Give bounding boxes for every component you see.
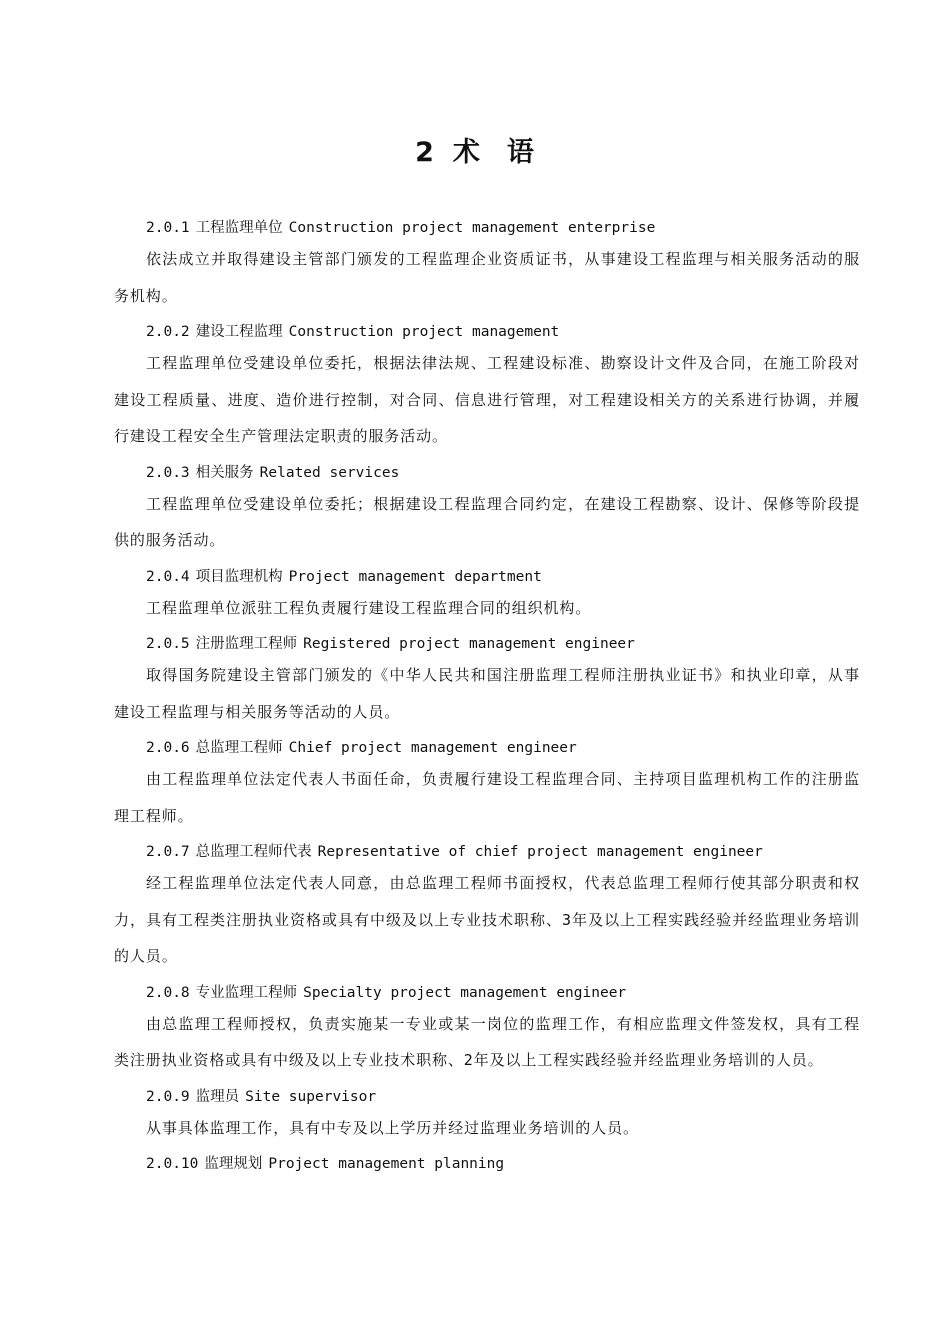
term-code: 2.0.7 <box>146 844 190 860</box>
term-chinese: 专业监理工程师 <box>195 984 298 1001</box>
term-heading <box>114 461 860 485</box>
term-chinese: 注册监理工程师 <box>195 636 298 652</box>
term-english: Registered project management engineer <box>303 636 635 652</box>
term-heading <box>114 840 860 864</box>
section-title-char-1: 术 <box>452 137 481 168</box>
term-chinese: 监理规划 <box>204 1156 263 1172</box>
term-chinese: 总监理工程师 <box>195 740 283 756</box>
term-definition: 工程监理单位派驻工程负责履行建设工程监理合同的组织机构。 <box>146 598 592 617</box>
term-english: Related services <box>259 464 400 481</box>
term-code: 2.0.1 <box>146 220 190 236</box>
term-definition: 工程监理单位受建设单位委托；根据建设工程监理合同约定，在建设工程勘察、设计、保修等阶段提供的服务活动。 <box>114 494 860 549</box>
term-english: Project management department <box>288 568 542 585</box>
term-definition: 从事具体监理工作，具有中专及以上学历并经过监理业务培训的人员。 <box>146 1118 639 1137</box>
term-english: Site supervisor <box>245 1088 377 1105</box>
term-heading <box>114 1085 860 1109</box>
term-heading <box>114 320 860 344</box>
term-english: Chief project management engineer <box>288 740 577 756</box>
term-heading <box>114 565 860 589</box>
term-code: 2.0.4 <box>146 568 190 585</box>
term-english: Project management planning <box>268 1156 505 1172</box>
term-chinese: 监理员 <box>195 1088 240 1105</box>
term-chinese: 工程监理单位 <box>195 220 283 236</box>
term-heading <box>114 216 860 240</box>
term-chinese: 总监理工程师代表 <box>195 844 312 860</box>
term-definition: 经工程监理单位法定代表人同意，由总监理工程师书面授权，代表总监理工程师行使其部分职责和权力，具有工程类注册执业资格或具有中级及以上专业技术职称、3年及以上工程实践经验并经监理业务培训的人员。 <box>114 874 860 965</box>
term-english: Construction project management <box>288 324 560 340</box>
term-heading <box>114 736 860 760</box>
term-code: 2.0.3 <box>146 464 190 481</box>
term-definition: 依法成立并取得建设主管部门颁发的工程监理企业资质证书，从事建设工程监理与相关服务活动的服务机构。 <box>114 250 860 305</box>
section-title-char-2: 语 <box>506 137 535 168</box>
term-english: Construction project management enterprise <box>288 220 656 236</box>
term-chinese: 建设工程监理 <box>195 324 283 340</box>
term-english: Specialty project management engineer <box>303 984 627 1001</box>
term-code: 2.0.6 <box>146 740 190 756</box>
term-code: 2.0.5 <box>146 636 190 652</box>
section-number: 2 <box>415 137 435 168</box>
term-code: 2.0.8 <box>146 984 190 1001</box>
term-heading <box>114 632 860 656</box>
term-chinese: 相关服务 <box>195 464 254 481</box>
term-heading <box>114 981 860 1005</box>
term-code: 2.0.2 <box>146 324 190 340</box>
term-code: 2.0.9 <box>146 1088 190 1105</box>
section-title <box>0 130 950 169</box>
term-code: 2.0.10 <box>146 1156 199 1172</box>
term-definition: 工程监理单位受建设单位委托，根据法律法规、工程建设标准、勘察设计文件及合同，在施工阶段对建设工程质量、进度、造价进行控制，对合同、信息进行管理，对工程建设相关方的关系进行协调，并履行建设工程安全生产管理法定职责的服务活动。 <box>114 354 860 445</box>
term-english: Representative of chief project management engineer <box>317 844 763 860</box>
terms-list <box>114 216 860 1176</box>
term-definition: 由总监理工程师授权，负责实施某一专业或某一岗位的监理工作，有相应监理文件签发权，具有工程类注册执业资格或具有中级及以上专业技术职称、2年及以上工程实践经验并经监理业务培训的人员。 <box>114 1014 860 1069</box>
term-definition: 由工程监理单位法定代表人书面任命，负责履行建设工程监理合同、主持项目监理机构工作的注册监理工程师。 <box>114 770 860 825</box>
term-heading <box>114 1152 860 1176</box>
term-definition: 取得国务院建设主管部门颁发的《中华人民共和国注册监理工程师注册执业证书》和执业印章，从事建设工程监理与相关服务等活动的人员。 <box>114 666 860 721</box>
term-chinese: 项目监理机构 <box>195 568 283 585</box>
